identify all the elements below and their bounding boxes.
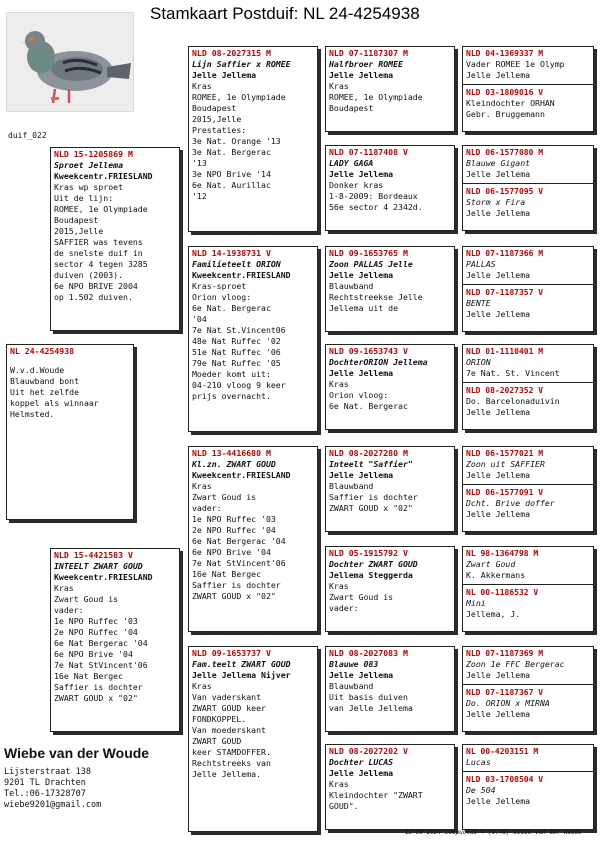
ring-number: NLD 07-1187408 V	[329, 147, 408, 157]
subject-card[interactable]	[6, 344, 134, 520]
great-grandparent-card[interactable]	[325, 46, 455, 132]
divider	[463, 183, 593, 184]
description: Blauwband Uit basis duiven van Jelle Jellema	[329, 681, 413, 713]
breeder: Jelle Jellema	[466, 309, 531, 319]
ring-number: NLD 08-2027083 M	[329, 648, 408, 658]
ring-number: NLD 07-1187357 V	[466, 288, 544, 297]
ring-number: NLD 09-1653737 V	[192, 648, 271, 658]
breeder: Jelle Jellema	[466, 509, 531, 519]
description: Blauwband Saffier is dochter ZWART GOUD x "02"	[329, 481, 418, 513]
pigeon-name: Lucas	[466, 757, 491, 767]
pigeon-name: Zwart Goud	[466, 559, 516, 569]
gg-grandparents-pair-card[interactable]	[462, 145, 594, 231]
breeder: Jelle Jellema	[466, 709, 531, 719]
pigeon-name: Dcht. Brive doffer	[466, 498, 555, 508]
grandfather-paternal-card[interactable]	[188, 46, 318, 232]
ring-number: NLD 06-1577091 V	[466, 488, 544, 497]
breeder: Kweekcentr.FRIESLAND	[54, 171, 153, 181]
breeder: Jelle Jellema	[466, 169, 531, 179]
ring-number: NLD 08-2027352 V	[466, 386, 544, 395]
grandfather-maternal-card[interactable]	[188, 446, 318, 632]
breeder: Kweekcentr.FRIESLAND	[192, 270, 291, 280]
description: Donker kras 1-8-2009: Bordeaux 56e sector 4 2342d.	[329, 180, 423, 212]
description: Kras Zwart Goud is vader:	[329, 581, 394, 613]
ring-number: NLD 13-4416680 M	[192, 448, 271, 458]
breeder: Jelle Jellema	[192, 70, 257, 80]
description: Kras ROMEE, 1e Olympiade Boudapest 2015,Jelle Prestaties: 3e Nat. Orange '13 3e Nat. Bergerac '13 3e NPO Brive '14 6e Nat. Aurillac '12	[192, 81, 286, 201]
description: 7e Nat. St. Vincent	[466, 368, 560, 378]
ring-number: NLD 15-1205869 M	[54, 149, 133, 159]
great-grandparent-card[interactable]	[325, 546, 455, 632]
father-card[interactable]	[50, 147, 180, 331]
photo-id: duif_022	[8, 131, 47, 140]
ring-number: NLD 03-1809016 V	[466, 88, 544, 97]
breeder: Jelle Jellema	[329, 368, 394, 378]
pigeon-name: Zoon 1e FFC Bergerac	[466, 659, 565, 669]
pigeon-name: INTEELT ZWART GOUD	[54, 561, 143, 571]
owner-email[interactable]: wiebe9201@gmail.com	[4, 800, 102, 810]
ring-number: NLD 14-1938731 V	[192, 248, 271, 258]
great-grandparent-card[interactable]	[325, 446, 455, 532]
grandmother-paternal-card[interactable]	[188, 246, 318, 432]
ring-number: NLD 07-1187367 V	[466, 688, 544, 697]
breeder: Jelle Jellema	[466, 270, 531, 280]
owner-block	[4, 745, 149, 811]
pigeon-name: Zoon PALLAS Jelle	[329, 259, 413, 269]
breeder: Kweekcentr.FRIESLAND	[192, 470, 291, 480]
ring-number: NLD 07-1187307 M	[329, 48, 408, 58]
great-grandparent-card[interactable]	[325, 145, 455, 231]
breeder: Kweekcentr.FRIESLAND	[54, 572, 153, 582]
ring-number: NLD 15-4421583 V	[54, 550, 133, 560]
ring-number: NLD 07-1187366 M	[466, 249, 544, 258]
description: W.v.d.Woude Blauwband bont Uit het zelfde koppel als winnaar Helmsted.	[10, 365, 99, 419]
pigeon-name: Inteelt "Saffier"	[329, 459, 413, 469]
gg-grandparents-pair-card[interactable]	[462, 344, 594, 430]
pigeon-name: Halfbroer ROMEE	[329, 59, 403, 69]
ring-number: NLD 01-1110401 M	[466, 347, 544, 356]
ring-number: NLD 08-2027202 V	[329, 746, 408, 756]
pigeon-name: Do. ORION x MIRNA	[466, 698, 550, 708]
breeder: Jelle Jellema	[329, 470, 394, 480]
breeder: Jelle Jellema	[329, 70, 394, 80]
ring-number: NLD 08-2027280 M	[329, 448, 408, 458]
breeder: Gebr. Bruggemann	[466, 109, 545, 119]
mother-card[interactable]	[50, 548, 180, 732]
gg-grandparents-pair-card[interactable]	[462, 744, 594, 830]
owner-address-line-1: Lijsterstraat 138	[4, 767, 91, 777]
breeder: Jelle Jellema	[329, 768, 394, 778]
pigeon-name: Lijn Saffier x ROMEE	[192, 59, 291, 69]
breeder: Jelle Jellema	[466, 470, 531, 480]
divider	[463, 584, 593, 585]
gg-grandparents-pair-card[interactable]	[462, 446, 594, 532]
breeder: Jellema, J.	[466, 609, 521, 619]
divider	[463, 484, 593, 485]
breeder: Jelle Jellema	[466, 70, 531, 80]
breeder: Jelle Jellema	[466, 670, 531, 680]
ring-number: NL 98-1364798 M	[466, 549, 539, 558]
pigeon-name: Zoon uit SAFFIER	[466, 459, 545, 469]
pigeon-name: Kl.zn. ZWART GOUD	[192, 459, 276, 469]
ring-number: NL 00-1186532 V	[466, 588, 539, 597]
breeder: Jellema Steggerda	[329, 570, 413, 580]
ring-number: NL 00-4203151 M	[466, 747, 539, 756]
ring-number: NLD 04-1369337 M	[466, 49, 544, 58]
breeder: Jelle Jellema	[329, 670, 394, 680]
pigeon-name: Mini	[466, 598, 486, 608]
ring-number: NL 24-4254938	[10, 346, 75, 356]
gg-grandparents-pair-card[interactable]	[462, 646, 594, 732]
pigeon-name: BENTE	[466, 298, 491, 308]
breeder: K. Akkermans	[466, 570, 526, 580]
breeder: Jelle Jellema Nijver	[192, 670, 291, 680]
description: Kras ROMEE, 1e Olympiade Boudapest	[329, 81, 423, 113]
gg-grandparents-pair-card[interactable]	[462, 46, 594, 132]
ring-number: NLD 03-1708504 V	[466, 775, 544, 784]
description: Do. Barcelonaduivin	[466, 396, 560, 406]
great-grandparent-card[interactable]	[325, 646, 455, 732]
pigeon-name: DochterORION Jellema	[329, 357, 428, 367]
great-grandparent-card[interactable]	[325, 344, 455, 430]
ring-number: NLD 06-1577080 M	[466, 148, 544, 157]
pigeon-name: Blauwe Gigant	[466, 158, 531, 168]
ring-number: NLD 09-1653765 M	[329, 248, 408, 258]
pigeon-name: Blauwe 083	[329, 659, 379, 669]
owner-phone: Tel.:06-17328707	[4, 789, 86, 799]
ring-number: NLD 06-1577095 V	[466, 187, 544, 196]
divider	[463, 684, 593, 685]
divider	[463, 771, 593, 772]
great-grandparent-card[interactable]	[325, 246, 455, 332]
owner-name: Wiebe van der Woude	[4, 745, 150, 761]
breeder: Jelle Jellema	[466, 796, 531, 806]
pigeon-name: Familieteelt ORION	[192, 259, 281, 269]
description: Kras wp sproet Uit de lijn: ROMEE, 1e Olympiade Boudapest 2015,Jelle SAFFIER was tevens de snelste duif in sector 4 tegen 3285 duiven (2003). 6e NPO BRIVE 2004 op 1.502 duiven.	[54, 182, 148, 302]
description: Kras Van vaderskant ZWART GOUD keer FONDKOPPEL. Van moederskant ZWART GOUD keer STAMDOFFER. Rechtstreeks van Jelle Jellema.	[192, 681, 271, 779]
pigeon-name: Fam.teelt ZWART GOUD	[192, 659, 291, 669]
description: Kras-sproet Orion vloog: 6e Nat. Bergerac '04 7e Nat St.Vincent06 48e Nat Ruffec '02 51e Nat Ruffec '06 79e Nat Ruffec '05 Moeder komt uit: 04-210 vloog 9 keer prijs overnacht.	[192, 281, 286, 401]
description: Kleindochter ORHAN	[466, 98, 555, 108]
pigeon-name: Sproet Jellema	[54, 160, 124, 170]
footer-text: 12-09-2024 Compuclub © [9.46] Wiebe van der Woude	[405, 829, 583, 836]
gg-grandparents-pair-card[interactable]	[462, 546, 594, 632]
ring-number: NLD 08-2027315 M	[192, 48, 271, 58]
pigeon-name: Dochter LUCAS	[329, 757, 394, 767]
gg-grandparents-pair-card[interactable]	[462, 246, 594, 332]
description: Kras Zwart Goud is vader: 1e NPO Ruffec '03 2e NPO Ruffec '04 6e Nat Bergerac '04 6e NPO Brive '04 7e Nat StVincent'06 16e Nat Bergec Saffier is dochter ZWART GOUD x "02"	[192, 481, 286, 601]
breeder: Jelle Jellema	[329, 270, 394, 280]
breeder: Jelle Jellema	[466, 407, 531, 417]
description: Kras Zwart Goud is vader: 1e NPO Ruffec '03 2e NPO Ruffec '04 6e Nat Bergerac '04 6e NPO Brive '04 7e Nat StVincent'06 16e Nat Bergec Saffier is dochter ZWART GOUD x "02"	[54, 583, 148, 703]
description: Kras Orion vloog: 6e Nat. Bergerac	[329, 379, 408, 411]
pigeon-name: Dochter ZWART GOUD	[329, 559, 418, 569]
pigeon-photo	[6, 12, 134, 112]
description: Vader ROMEE 1e Olymp	[466, 59, 565, 69]
pigeon-name: Storm x Fira	[466, 197, 526, 207]
pigeon-name: De 504	[466, 785, 496, 795]
grandmother-maternal-card[interactable]	[188, 646, 318, 832]
ring-number: NLD 09-1653743 V	[329, 346, 408, 356]
divider	[463, 284, 593, 285]
ring-number: NLD 06-1577021 M	[466, 449, 544, 458]
description: Kras Kleindochter "ZWART GOUD".	[329, 779, 423, 811]
pigeon-name: LADY GAGA	[329, 158, 374, 168]
owner-address-line-2: 9201 TL Drachten	[4, 778, 86, 788]
divider	[463, 84, 593, 85]
pigeon-name: PALLAS	[466, 259, 496, 269]
breeder: Jelle Jellema	[329, 169, 394, 179]
ring-number: NLD 07-1187369 M	[466, 649, 544, 658]
great-grandparent-card[interactable]	[325, 744, 455, 830]
divider	[463, 382, 593, 383]
page-title: Stamkaart Postduif: NL 24-4254938	[150, 4, 420, 23]
breeder: Jelle Jellema	[466, 208, 531, 218]
ring-number: NLD 05-1915792 V	[329, 548, 408, 558]
pigeon-name: ORION	[466, 357, 491, 367]
description: Blauwband Rechtstreekse Jelle Jellema uit de	[329, 281, 423, 313]
